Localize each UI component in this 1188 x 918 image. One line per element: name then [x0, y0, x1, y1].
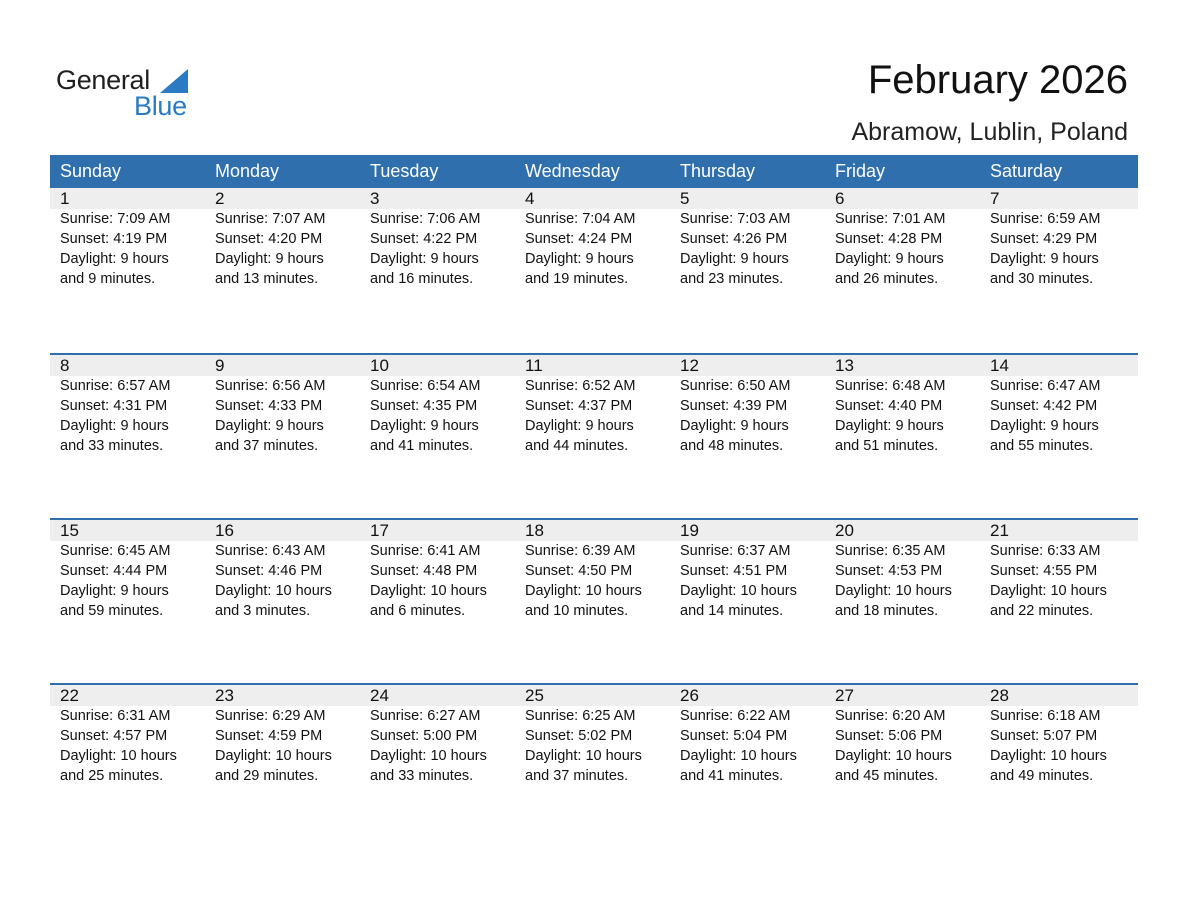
location-subtitle: Abramow, Lublin, Poland [851, 118, 1128, 146]
daylight-minutes-text: and 29 minutes. [215, 768, 319, 784]
sunrise-text: Sunrise: 7:03 AM [680, 211, 791, 227]
week-row [50, 683, 1138, 848]
sunset-text: Sunset: 5:02 PM [525, 728, 633, 744]
sunset-text: Sunset: 5:06 PM [835, 728, 943, 744]
weekday-saturday: Saturday [990, 161, 1063, 181]
sunset-text: Sunset: 4:57 PM [60, 728, 168, 744]
daylight-hours-text: Daylight: 9 hours [370, 251, 479, 267]
daylight-hours-text: Daylight: 9 hours [835, 418, 944, 434]
day-number: 24 [370, 686, 389, 705]
daylight-hours-text: Daylight: 10 hours [525, 583, 642, 599]
sunrise-text: Sunrise: 6:18 AM [990, 708, 1101, 724]
daylight-minutes-text: and 59 minutes. [60, 603, 164, 619]
sunrise-text: Sunrise: 6:27 AM [370, 708, 481, 724]
weekday-wednesday: Wednesday [525, 161, 620, 181]
daylight-hours-text: Daylight: 10 hours [525, 748, 642, 764]
week-days [50, 520, 1138, 621]
day-cell [825, 685, 980, 786]
day-cell [360, 355, 515, 456]
day-number: 12 [680, 356, 699, 375]
day-number: 25 [525, 686, 544, 705]
sunset-text: Sunset: 4:28 PM [835, 231, 943, 247]
sunrise-text: Sunrise: 7:06 AM [370, 211, 481, 227]
day-number: 6 [835, 189, 845, 208]
day-number: 19 [680, 521, 699, 540]
sunset-text: Sunset: 4:39 PM [680, 398, 788, 414]
sunrise-text: Sunrise: 6:45 AM [60, 543, 171, 559]
daylight-hours-text: Daylight: 9 hours [215, 418, 324, 434]
sunset-text: Sunset: 4:26 PM [680, 231, 788, 247]
sunrise-text: Sunrise: 6:41 AM [370, 543, 481, 559]
daylight-minutes-text: and 9 minutes. [60, 271, 156, 287]
sunrise-text: Sunrise: 7:09 AM [60, 211, 171, 227]
daylight-minutes-text: and 23 minutes. [680, 271, 784, 287]
daylight-hours-text: Daylight: 9 hours [680, 418, 789, 434]
sunset-text: Sunset: 4:53 PM [835, 563, 943, 579]
weekday-thursday: Thursday [680, 161, 756, 181]
day-cell [515, 685, 670, 786]
sunset-text: Sunset: 4:31 PM [60, 398, 168, 414]
day-number: 21 [990, 521, 1009, 540]
day-number: 27 [835, 686, 854, 705]
sunrise-text: Sunrise: 6:54 AM [370, 378, 481, 394]
sunrise-text: Sunrise: 6:50 AM [680, 378, 791, 394]
sunrise-text: Sunrise: 6:57 AM [60, 378, 171, 394]
sunset-text: Sunset: 4:50 PM [525, 563, 633, 579]
weekday-monday: Monday [215, 161, 280, 181]
day-number: 9 [215, 356, 225, 375]
sunrise-text: Sunrise: 6:25 AM [525, 708, 636, 724]
sunset-text: Sunset: 4:19 PM [60, 231, 168, 247]
daylight-hours-text: Daylight: 9 hours [215, 251, 324, 267]
day-cell [50, 188, 205, 289]
weekday-tuesday: Tuesday [370, 161, 439, 181]
sunset-text: Sunset: 4:59 PM [215, 728, 323, 744]
day-cell [515, 188, 670, 289]
day-number: 11 [525, 356, 543, 375]
day-cell [360, 685, 515, 786]
day-number: 3 [370, 189, 380, 208]
sunrise-text: Sunrise: 7:01 AM [835, 211, 946, 227]
sunset-text: Sunset: 4:29 PM [990, 231, 1098, 247]
daylight-minutes-text: and 30 minutes. [990, 271, 1094, 287]
day-number: 2 [215, 189, 225, 208]
day-cell [825, 355, 980, 456]
day-cell [825, 520, 980, 621]
daylight-minutes-text: and 19 minutes. [525, 271, 629, 287]
sunrise-text: Sunrise: 6:31 AM [60, 708, 171, 724]
day-number: 1 [60, 189, 70, 208]
day-cell [670, 355, 825, 456]
sunset-text: Sunset: 4:44 PM [60, 563, 168, 579]
logo [56, 64, 206, 120]
day-number: 5 [680, 189, 690, 208]
daylight-minutes-text: and 41 minutes. [680, 768, 784, 784]
calendar-grid [50, 155, 1138, 848]
daylight-hours-text: Daylight: 10 hours [680, 583, 797, 599]
day-number: 13 [835, 356, 854, 375]
daylight-minutes-text: and 6 minutes. [370, 603, 466, 619]
daylight-hours-text: Daylight: 9 hours [680, 251, 789, 267]
daylight-hours-text: Daylight: 10 hours [60, 748, 177, 764]
daylight-hours-text: Daylight: 9 hours [60, 251, 169, 267]
daylight-minutes-text: and 45 minutes. [835, 768, 939, 784]
sunrise-text: Sunrise: 6:22 AM [680, 708, 791, 724]
sunrise-text: Sunrise: 6:56 AM [215, 378, 326, 394]
day-number: 22 [60, 686, 79, 705]
daylight-minutes-text: and 49 minutes. [990, 768, 1094, 784]
day-cell [670, 685, 825, 786]
day-cell [205, 355, 360, 456]
day-number: 17 [370, 521, 389, 540]
weekday-friday: Friday [835, 161, 886, 181]
sunset-text: Sunset: 4:55 PM [990, 563, 1098, 579]
sunset-text: Sunset: 4:35 PM [370, 398, 478, 414]
week-row [50, 353, 1138, 518]
daylight-hours-text: Daylight: 9 hours [60, 418, 169, 434]
daylight-minutes-text: and 10 minutes. [525, 603, 629, 619]
logo-text-blue: Blue [134, 91, 187, 121]
daylight-minutes-text: and 55 minutes. [990, 438, 1094, 454]
daylight-hours-text: Daylight: 9 hours [370, 418, 479, 434]
daylight-minutes-text: and 13 minutes. [215, 271, 319, 287]
day-number: 14 [990, 356, 1009, 375]
sunset-text: Sunset: 4:48 PM [370, 563, 478, 579]
day-cell [50, 685, 205, 786]
day-cell [205, 685, 360, 786]
day-cell [205, 188, 360, 289]
sunrise-text: Sunrise: 6:43 AM [215, 543, 326, 559]
daylight-minutes-text: and 41 minutes. [370, 438, 474, 454]
daylight-minutes-text: and 16 minutes. [370, 271, 474, 287]
day-cell [825, 188, 980, 289]
weekday-sunday: Sunday [60, 161, 122, 181]
day-number: 7 [990, 189, 1000, 208]
sunrise-text: Sunrise: 6:35 AM [835, 543, 946, 559]
daylight-minutes-text: and 14 minutes. [680, 603, 784, 619]
daylight-hours-text: Daylight: 9 hours [835, 251, 944, 267]
page-title: February 2026 [867, 58, 1128, 102]
daylight-hours-text: Daylight: 10 hours [215, 748, 332, 764]
day-cell [50, 355, 205, 456]
day-cell [360, 188, 515, 289]
sunrise-text: Sunrise: 6:59 AM [990, 211, 1101, 227]
sunset-text: Sunset: 4:33 PM [215, 398, 323, 414]
daylight-minutes-text: and 3 minutes. [215, 603, 311, 619]
day-number: 26 [680, 686, 699, 705]
sunset-text: Sunset: 4:46 PM [215, 563, 323, 579]
sunrise-text: Sunrise: 6:39 AM [525, 543, 636, 559]
daylight-hours-text: Daylight: 10 hours [370, 748, 487, 764]
day-number: 10 [370, 356, 389, 375]
day-number: 16 [215, 521, 234, 540]
daylight-minutes-text: and 48 minutes. [680, 438, 784, 454]
weeks-container [50, 188, 1138, 848]
sunrise-text: Sunrise: 6:48 AM [835, 378, 946, 394]
week-days [50, 355, 1138, 456]
sunset-text: Sunset: 4:24 PM [525, 231, 633, 247]
daylight-minutes-text: and 25 minutes. [60, 768, 164, 784]
sunrise-text: Sunrise: 7:04 AM [525, 211, 636, 227]
daylight-minutes-text: and 37 minutes. [525, 768, 629, 784]
day-cell [980, 520, 1138, 621]
daylight-minutes-text: and 33 minutes. [370, 768, 474, 784]
daylight-minutes-text: and 33 minutes. [60, 438, 164, 454]
sunrise-text: Sunrise: 6:52 AM [525, 378, 636, 394]
daylight-hours-text: Daylight: 10 hours [990, 583, 1107, 599]
daylight-hours-text: Daylight: 9 hours [525, 251, 634, 267]
daylight-hours-text: Daylight: 10 hours [215, 583, 332, 599]
sunset-text: Sunset: 4:22 PM [370, 231, 478, 247]
sunset-text: Sunset: 4:40 PM [835, 398, 943, 414]
logo-text-general: General [56, 65, 150, 95]
daylight-hours-text: Daylight: 9 hours [525, 418, 634, 434]
sunset-text: Sunset: 4:20 PM [215, 231, 323, 247]
daylight-hours-text: Daylight: 10 hours [370, 583, 487, 599]
daylight-hours-text: Daylight: 9 hours [990, 251, 1099, 267]
day-number: 18 [525, 521, 544, 540]
daylight-minutes-text: and 51 minutes. [835, 438, 939, 454]
sunrise-text: Sunrise: 6:33 AM [990, 543, 1101, 559]
sunset-text: Sunset: 4:42 PM [990, 398, 1098, 414]
daylight-hours-text: Daylight: 10 hours [835, 748, 952, 764]
daylight-minutes-text: and 44 minutes. [525, 438, 629, 454]
sunset-text: Sunset: 5:00 PM [370, 728, 478, 744]
daylight-hours-text: Daylight: 10 hours [680, 748, 797, 764]
sunrise-text: Sunrise: 6:47 AM [990, 378, 1101, 394]
day-cell [360, 520, 515, 621]
day-cell [980, 355, 1138, 456]
day-cell [205, 520, 360, 621]
sunrise-text: Sunrise: 7:07 AM [215, 211, 326, 227]
day-cell [670, 188, 825, 289]
sunrise-text: Sunrise: 6:20 AM [835, 708, 946, 724]
sunset-text: Sunset: 4:37 PM [525, 398, 633, 414]
sunrise-text: Sunrise: 6:37 AM [680, 543, 791, 559]
sunset-text: Sunset: 5:04 PM [680, 728, 788, 744]
week-days [50, 188, 1138, 289]
week-row [50, 518, 1138, 683]
day-number: 4 [525, 189, 535, 208]
day-cell [515, 520, 670, 621]
day-number: 8 [60, 356, 70, 375]
sunset-text: Sunset: 5:07 PM [990, 728, 1098, 744]
daylight-minutes-text: and 26 minutes. [835, 271, 939, 287]
daylight-hours-text: Daylight: 10 hours [990, 748, 1107, 764]
day-number: 28 [990, 686, 1009, 705]
daylight-minutes-text: and 37 minutes. [215, 438, 319, 454]
daylight-hours-text: Daylight: 10 hours [835, 583, 952, 599]
day-cell [980, 685, 1138, 786]
sunrise-text: Sunrise: 6:29 AM [215, 708, 326, 724]
week-days [50, 685, 1138, 786]
daylight-minutes-text: and 18 minutes. [835, 603, 939, 619]
day-cell [515, 355, 670, 456]
daylight-minutes-text: and 22 minutes. [990, 603, 1094, 619]
weekday-header [50, 155, 1138, 188]
week-row [50, 188, 1138, 353]
daylight-hours-text: Daylight: 9 hours [60, 583, 169, 599]
day-number: 15 [60, 521, 79, 540]
day-number: 20 [835, 521, 854, 540]
daylight-hours-text: Daylight: 9 hours [990, 418, 1099, 434]
day-cell [980, 188, 1138, 289]
day-cell [670, 520, 825, 621]
day-number: 23 [215, 686, 234, 705]
sunset-text: Sunset: 4:51 PM [680, 563, 788, 579]
day-cell [50, 520, 205, 621]
